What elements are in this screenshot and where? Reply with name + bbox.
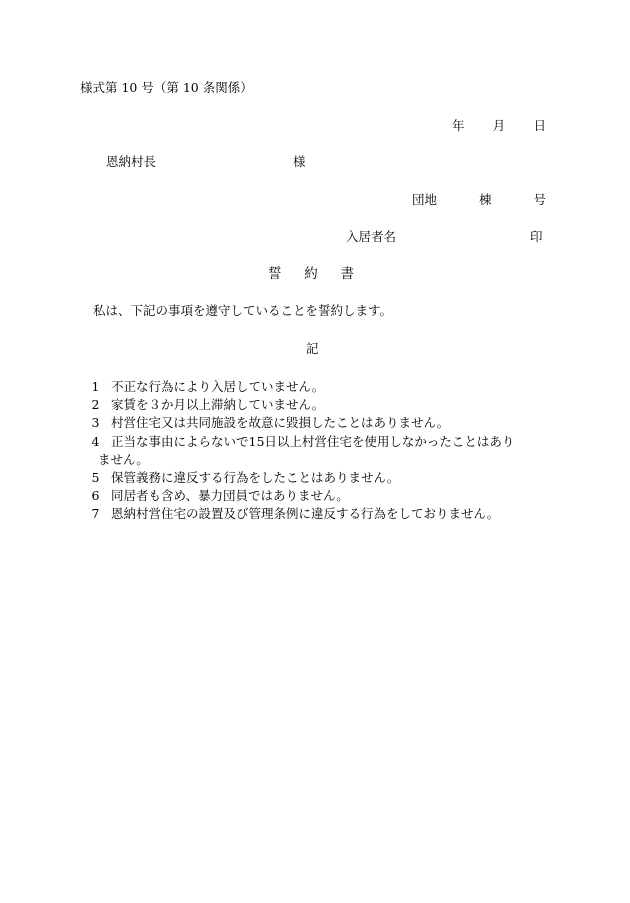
resident-name-label: 入居者名: [346, 229, 397, 244]
date-day-label: 日: [533, 118, 546, 133]
date-year-label: 年: [452, 118, 465, 133]
item-text: 同居者も含め、暴力団員ではありません。: [111, 488, 349, 504]
item-number: 6: [91, 488, 100, 504]
item-number: 2: [91, 397, 100, 413]
pledge-statement: 私は、下記の事項を遵守していることを誓約します。: [93, 303, 393, 318]
item-text: 正当な事由によらないで15日以上村営住宅を使用しなかったことはあり: [111, 433, 515, 449]
title-char: 書: [340, 266, 354, 282]
item-number: 4: [91, 433, 100, 449]
pledge-items-list: [80, 378, 550, 524]
address-line: [412, 194, 546, 207]
form-number: 様式第 10 号（第 10 条関係）: [80, 80, 253, 95]
item-text: 家賃を３か月以上滞納していません。: [111, 397, 325, 413]
list-item: [80, 469, 550, 487]
list-item: [80, 505, 550, 523]
address-unit-label: 号: [533, 192, 546, 207]
item-text: 不正な行為により入居していません。: [111, 379, 325, 394]
item-number: 5: [91, 470, 100, 486]
list-item: [80, 378, 550, 396]
item-text-continuation: ません。: [98, 451, 149, 467]
address-complex-label: 団地: [412, 192, 438, 207]
item-number: 3: [91, 415, 100, 431]
list-item: [80, 396, 550, 414]
list-item: [80, 414, 550, 432]
list-item-continuation: [80, 451, 550, 469]
date-line: [452, 120, 546, 133]
title-char: 約: [304, 266, 318, 282]
address-building-label: 棟: [478, 192, 492, 207]
item-number: 7: [91, 506, 100, 522]
date-month-label: 月: [492, 118, 506, 133]
title-char: 誓: [268, 266, 282, 282]
item-text: 恩納村営住宅の設置及び管理条例に違反する行為をしておりません。: [111, 506, 500, 522]
item-text: 村営住宅又は共同施設を故意に毀損したことはありません。: [111, 415, 450, 431]
ki-heading: 記: [306, 341, 319, 356]
addressee-honorific: 様: [293, 154, 306, 169]
addressee-name: 恩納村長: [106, 154, 157, 169]
item-number: 1: [91, 379, 100, 394]
list-item: [80, 487, 550, 505]
seal-label: 印: [530, 229, 543, 244]
item-text: 保管義務に違反する行為をしたことはありません。: [111, 470, 400, 486]
list-item: [80, 433, 550, 451]
document-title: [268, 268, 354, 282]
